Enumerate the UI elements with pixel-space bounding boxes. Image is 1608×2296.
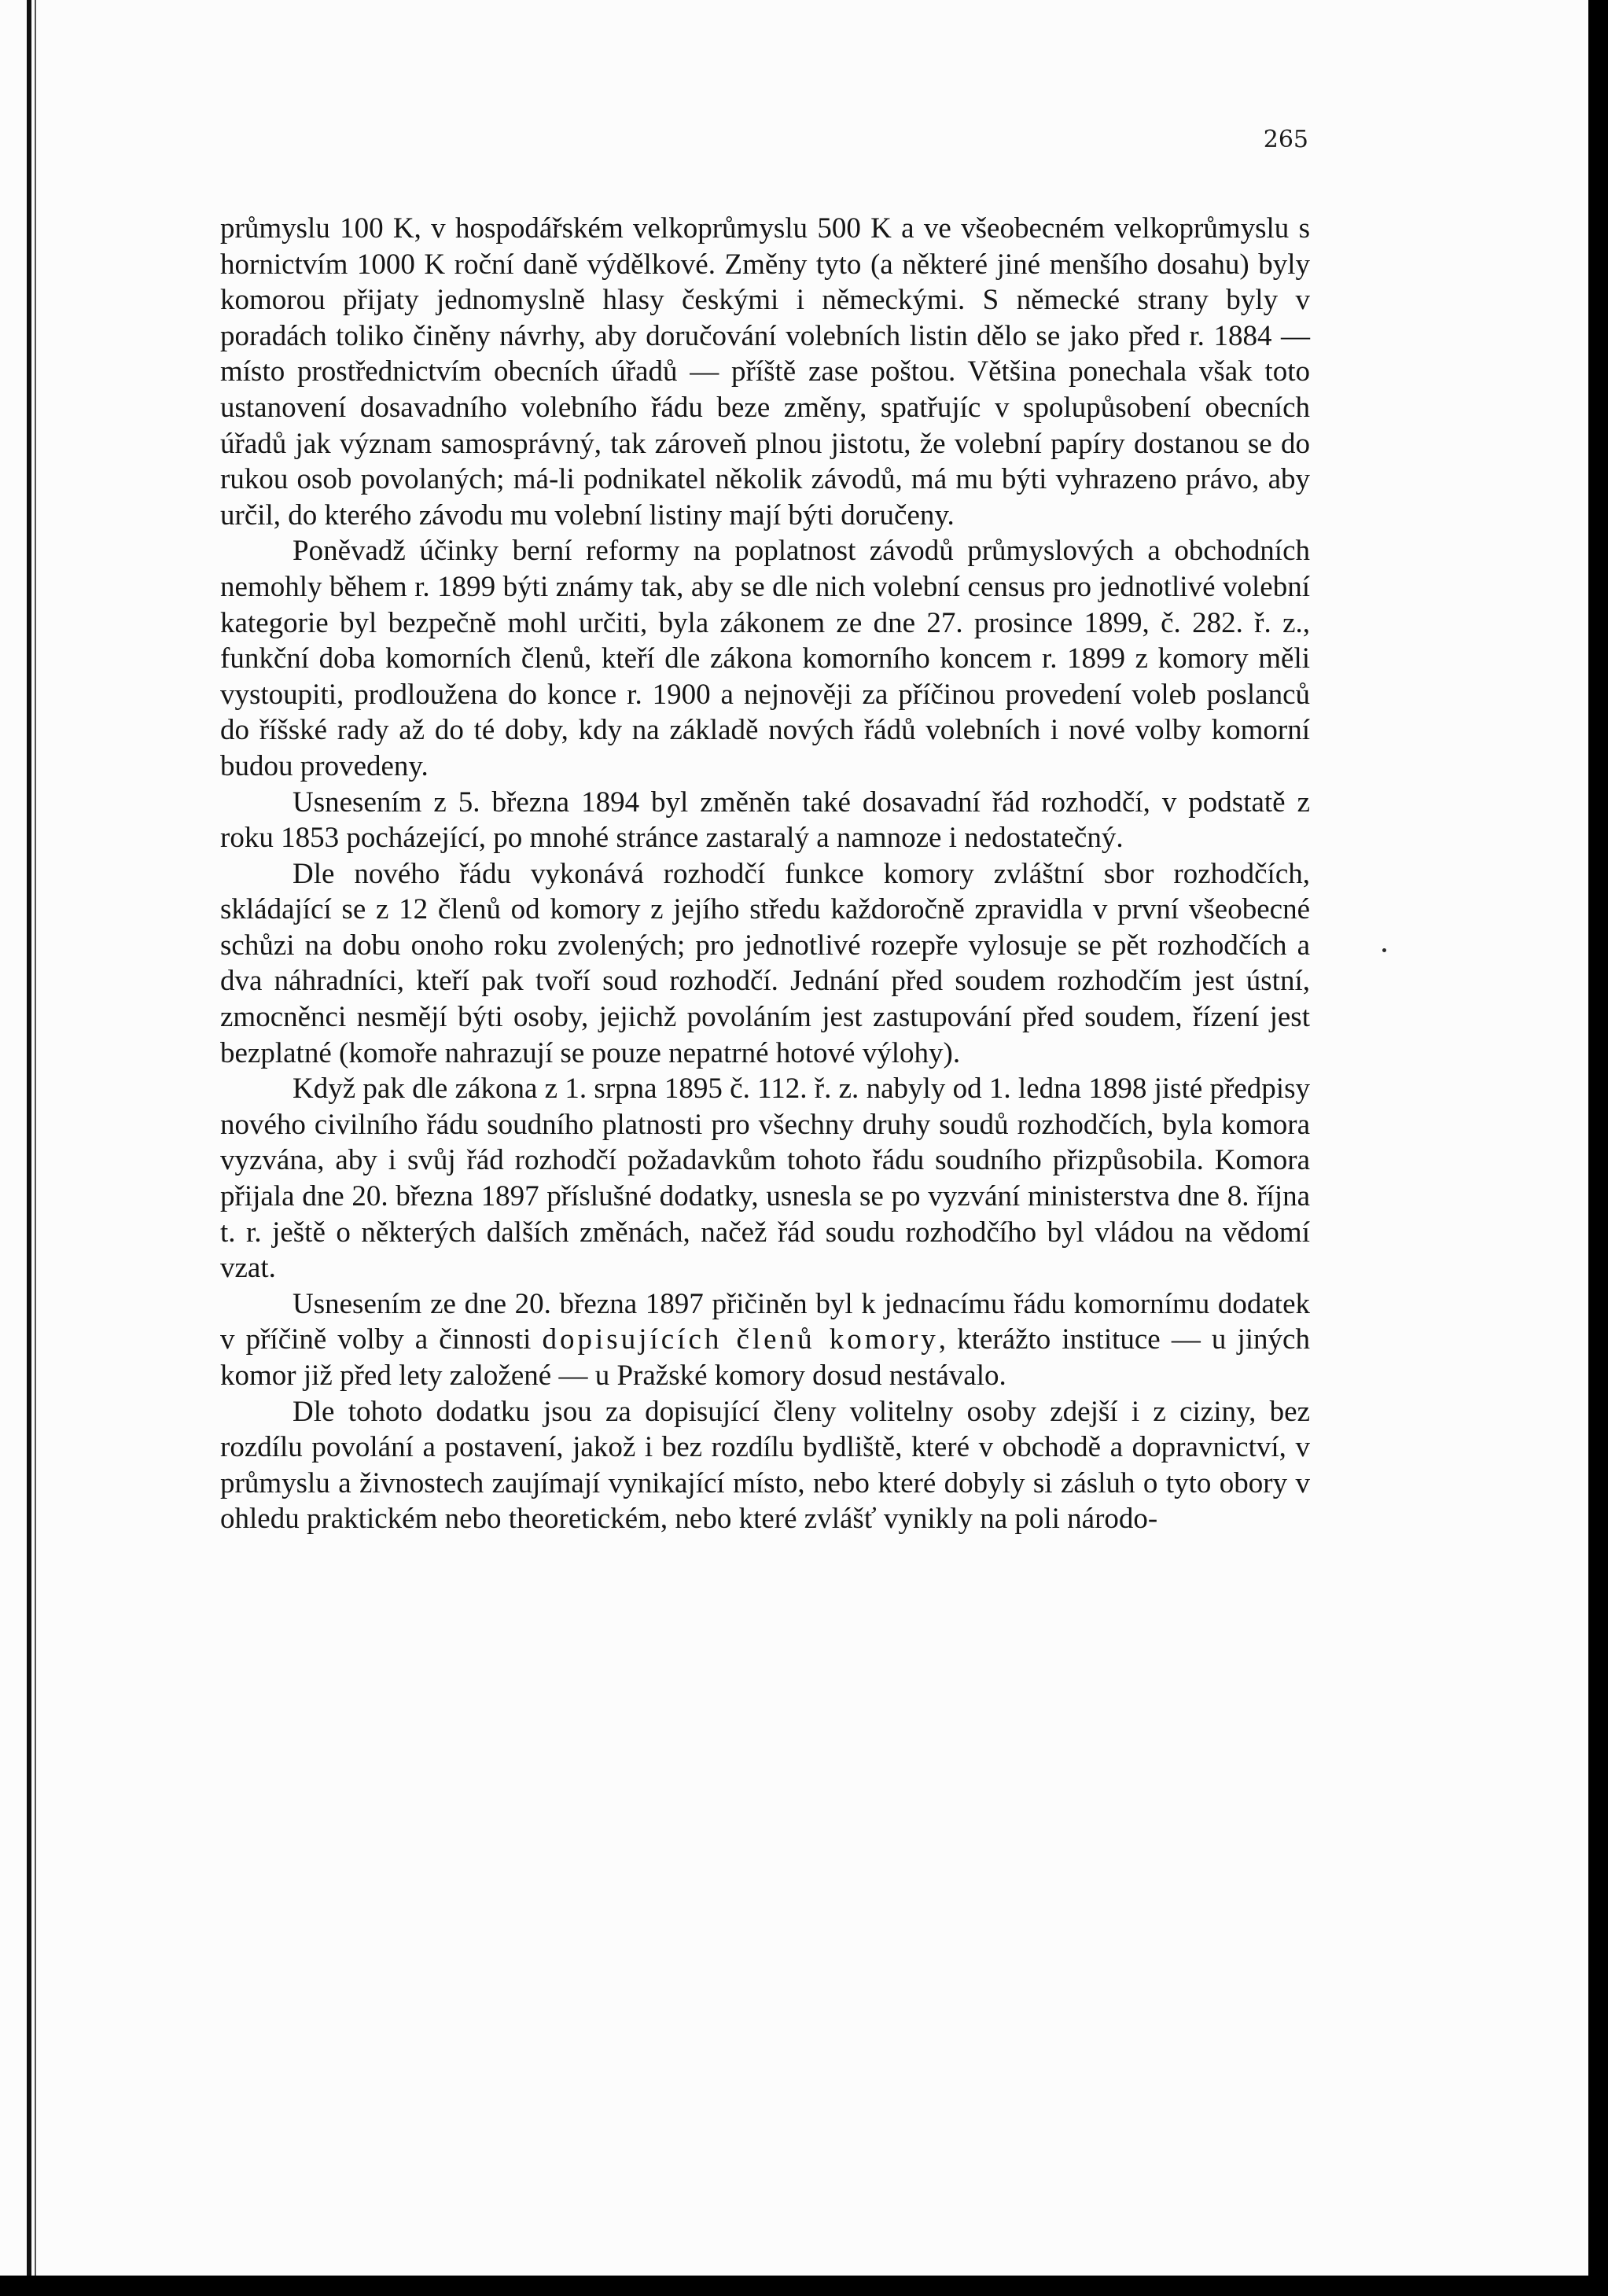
stray-ink-dot [1382,948,1386,952]
paragraph-4: Dle nového řádu vykonává rozhodčí funkce komory zvláštní sbor rozhodčích, skládající se z 12 členů od komory z jejího středu každoročně zpravidla v první všeobecné schůzi na dobu onoho roku zvolených; pro jednotlivé rozepře vylosuje se pět rozhodčích a dva náhradníci, kteří pak tvoří soud rozhodčí. Jednání před soudem rozhodčím jest ústní, zmocněnci nesmějí býti osoby, jejichž povoláním jest zastupování před soudem, řízení jest bezplatné (komoře nahrazují se pouze nepatrné hotové výlohy). [220,857,1310,1069]
paragraph-3: Usnesením z 5. března 1894 byl změněn také dosavadní řád rozhodčí, v podstatě z roku 1853 pocházející, po mnohé stránce zastaralý a namnoze i nedostatečný. [220,786,1310,855]
paragraph-6 [220,1286,1310,1394]
body-text [220,211,1310,1537]
paragraph-6-spaced-term: dopisujících členů komory [542,1323,939,1356]
paragraph-6-text-before: Usnesením ze dne 20. března 1897 přičiněn byl k jednacímu řádu komornímu dodatek v příčině volby a činnosti [220,1287,1310,1356]
page-number: 265 [1263,126,1308,153]
paragraph-1: průmyslu 100 K, v hospodářském velkoprůmyslu 500 K a ve všeobecném velkoprůmyslu s hornictvím 1000 K roční daně výdělkové. Změny tyto (a některé jiné menšího dosahu) byly komorou přijaty jednomyslně hlasy českými i německými. S německé strany byly v poradách toliko činěny návrhy, aby doručování volebních listin dělo se jako před r. 1884 — místo prostřednictvím obecních úřadů — příště zase poštou. Většina ponechala však toto ustanovení dosavadního volebního řádu beze změny, spatřujíc v spolupůsobení obecních úřadů jak význam samosprávný, tak zároveň plnou jistotu, že volební papíry dostanou se do rukou osob povolaných; má-li podnikatel několik závodů, má mu býti vyhrazeno právo, aby určil, do kterého závodu mu volební listiny mají býti doručeny. [220,212,1310,532]
paragraph-2: Poněvadž účinky berní reformy na poplatnost závodů průmyslových a obchodních nemohly během r. 1899 býti známy tak, aby se dle nich volební census pro jednotlivé volební kategorie byl bezpečně mohl určiti, byla zákonem ze dne 27. prosince 1899, č. 282. ř. z., funkční doba komorních členů, kteří dle zákona komorního koncem r. 1899 z komory měli vystoupiti, prodloužena do konce r. 1900 a nejnověji za příčinou provedení voleb poslanců do říšské rady až do té doby, kdy na základě nových řádů volebních i nové volby komorní budou provedeny. [220,535,1310,782]
paragraph-5: Když pak dle zákona z 1. srpna 1895 č. 112. ř. z. nabyly od 1. ledna 1898 jisté předpisy nového civilního řádu soudního platnosti pro všechny druhy soudů rozhodčích, byla komora vyzvána, aby i svůj řád rozhodčí požadavkům tohoto řádu soudního přizpůsobila. Komora přijala dne 20. března 1897 příslušné dodatky, usnesla se po vyzvání ministerstva dne 8. října t. r. ještě o některých dalších změnách, načež řád soudu rozhodčího byl vládou na vědomí vzat. [220,1073,1310,1285]
paragraph-6-text-after: , kterážto instituce — u jiných komor již před lety založené — u Pražské komory dosud nestávalo. [220,1323,1310,1392]
paragraph-7: Dle tohoto dodatku jsou za dopisující členy volitelny osoby zdejší i z ciziny, bez rozdílu povolání a postavení, jakož i bez rozdílu bydliště, které v obchodě a dopravnictví, v průmyslu a živnostech zaujímají vynikající místo, nebo které dobyly si zásluh o tyto obory v ohledu praktickém nebo theoretickém, nebo které zvlášť vynikly na poli národo- [220,1395,1310,1536]
binding-edge-line [35,0,36,2276]
binding-edge [27,0,31,2276]
